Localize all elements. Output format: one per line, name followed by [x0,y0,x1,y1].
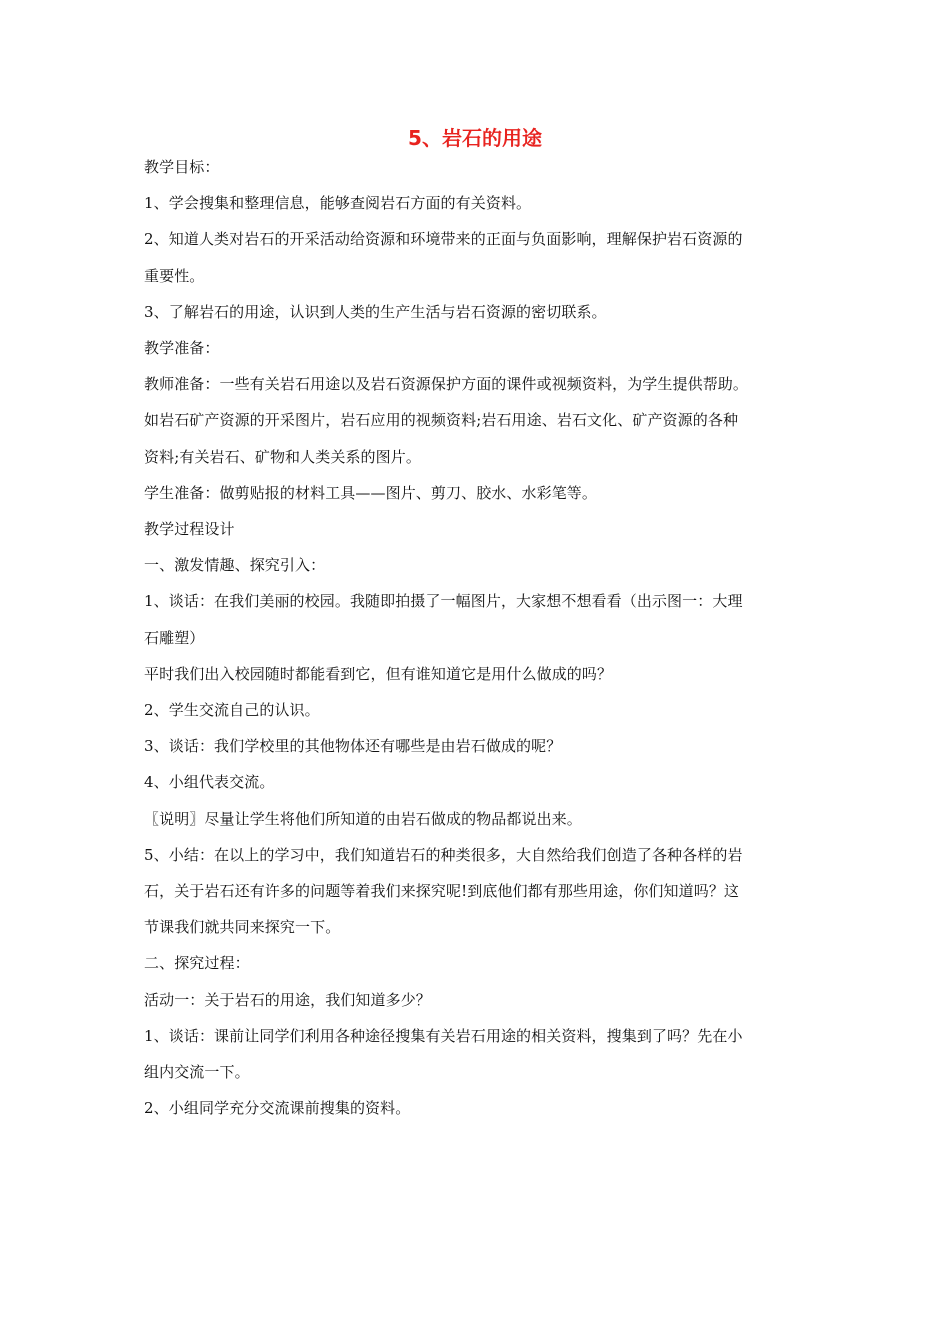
paragraph: 1、谈话：在我们美丽的校园。我随即拍摄了一幅图片，大家想不想看看（出示图一：大理 [144,592,743,611]
paragraph: 4、小组代表交流。 [144,773,275,792]
paragraph: 重要性。 [144,266,205,285]
section-heading-preparation: 教学准备： [144,339,220,358]
paragraph: 〖说明〗尽量让学生将他们所知道的由岩石做成的物品都说出来。 [144,809,582,828]
paragraph: 如岩石矿产资源的开采图片，岩石应用的视频资料;岩石用途、岩石文化、矿产资源的各种 [144,411,739,430]
paragraph: 资料;有关岩石、矿物和人类关系的图片。 [144,447,421,466]
paragraph: 活动一：关于岩石的用途，我们知道多少？ [144,990,431,1009]
paragraph: 1、学会搜集和整理信息，能够查阅岩石方面的有关资料。 [144,194,532,213]
paragraph: 2、知道人类对岩石的开采活动给资源和环境带来的正面与负面影响，理解保护岩石资源的 [144,230,743,249]
paragraph: 学生准备：做剪贴报的材料工具——图片、剪刀、胶水、水彩笔等。 [144,483,598,502]
paragraph: 2、学生交流自己的认识。 [144,701,320,720]
paragraph: 组内交流一下。 [144,1063,250,1082]
paragraph: 平时我们出入校园随时都能看到它，但有谁知道它是用什么做成的吗？ [144,664,613,683]
subsection-heading: 二、探究过程： [144,954,250,973]
paragraph: 3、了解岩石的用途，认识到人类的生产生活与岩石资源的密切联系。 [144,302,607,321]
paragraph: 1、谈话：课前让同学们利用各种途径搜集有关岩石用途的相关资料，搜集到了吗？先在小 [144,1026,743,1045]
section-heading-process: 教学过程设计 [144,520,235,539]
section-heading-objectives: 教学目标： [144,158,220,176]
document-title: 5、岩石的用途 [408,126,542,150]
paragraph: 石雕塑） [144,628,205,647]
paragraph: 节课我们就共同来探究一下。 [144,918,341,937]
paragraph: 3、谈话：我们学校里的其他物体还有哪些是由岩石做成的呢？ [144,737,562,756]
document-body [144,149,808,1126]
paragraph: 石，关于岩石还有许多的问题等着我们来探究呢!到底他们都有那些用途，你们知道吗？这 [144,882,740,901]
paragraph: 教师准备：一些有关岩石用途以及岩石资源保护方面的课件或视频资料，为学生提供帮助。 [144,375,749,394]
paragraph: 2、小组同学充分交流课前搜集的资料。 [144,1099,411,1118]
subsection-heading: 一、激发情趣、探究引入： [144,556,326,575]
paragraph: 5、小结：在以上的学习中，我们知道岩石的种类很多，大自然给我们创造了各种各样的岩 [144,845,743,864]
